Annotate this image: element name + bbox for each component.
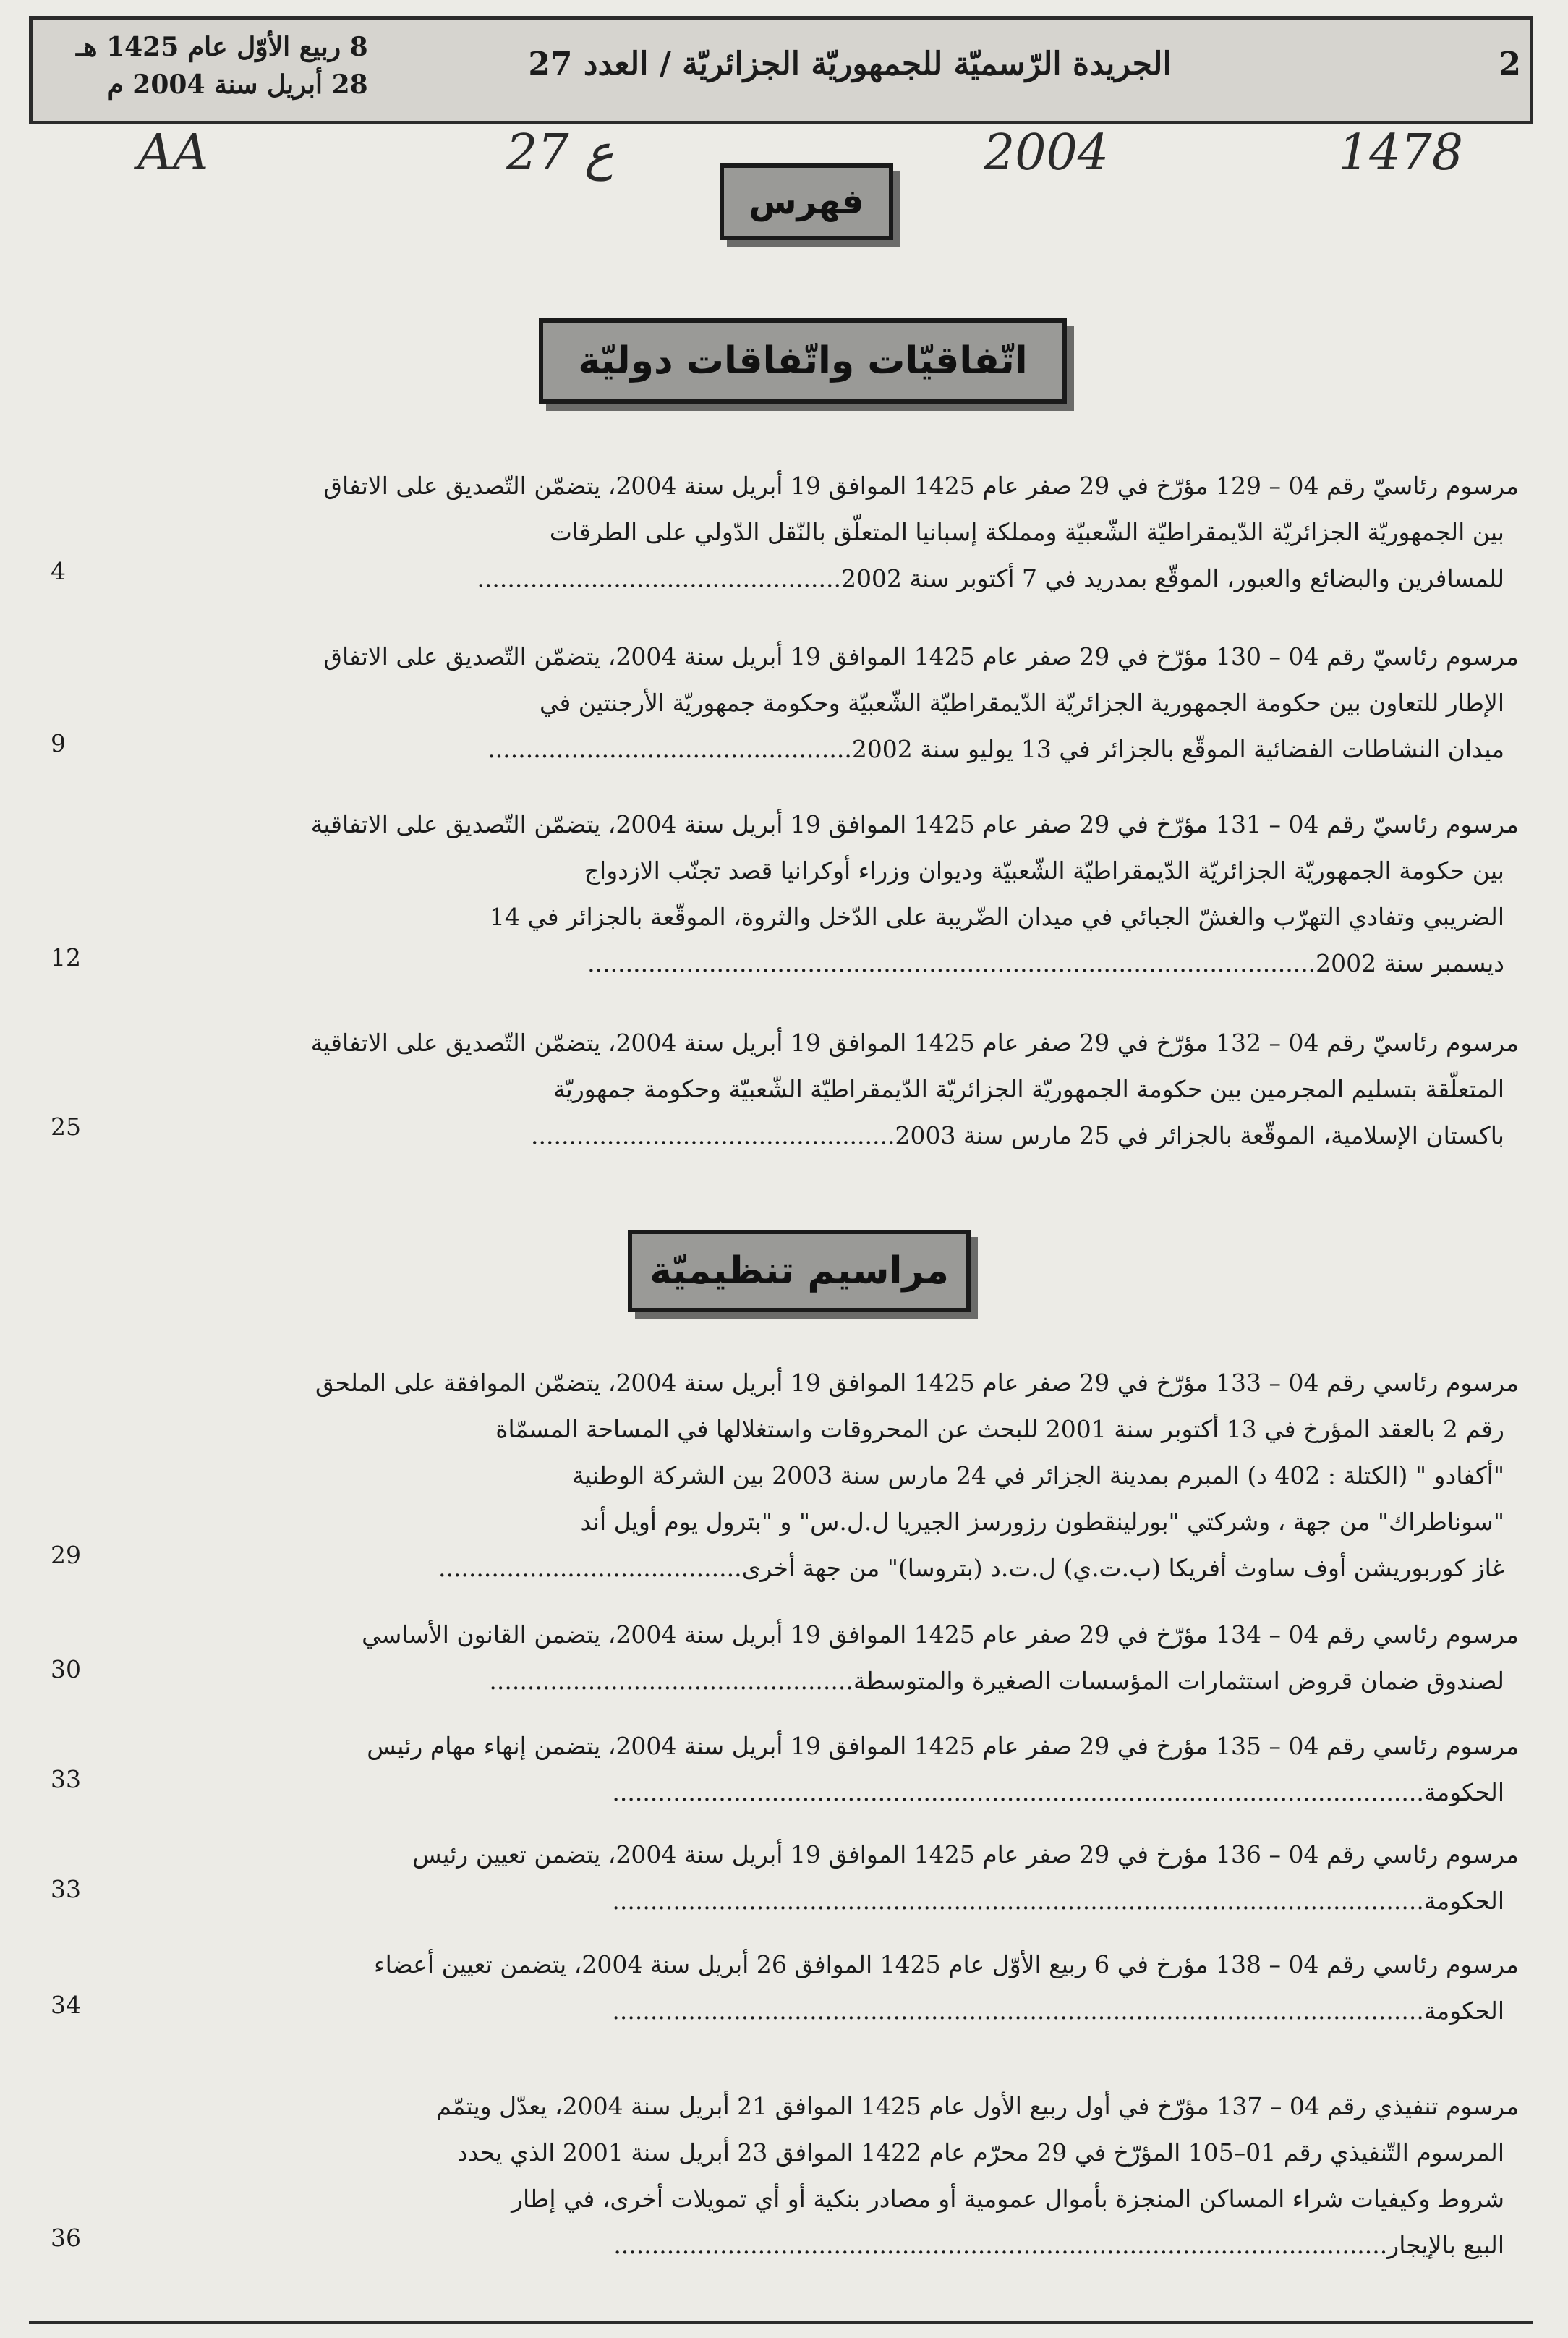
toc-page-number: 33 xyxy=(51,1875,81,1903)
toc-page-number: 36 xyxy=(51,2224,81,2252)
date-hijri: 8 ربيع الأوّل عام 1425 هـ xyxy=(76,32,368,62)
section-title: اتّفاقيّات واتّفاقات دوليّة xyxy=(539,318,1067,404)
toc-entry: مرسوم رئاسيّ رقم 04 – 129 مؤرّخ في 29 صفر عام 1425 الموافق 19 أبريل سنة 2004، يتضمّن التّصديق على الاتفاق بين الجمهوريّة الجزائريّة الدّيمقراطيّة الشّعبيّة ومملكة إسبانيا المتعلّق بالنّقل الدّولي على الطرقات للمسافرين والبضائع والعبور، الموقّع بمدريد في 7 أكتوبر سنة 2002................................................ xyxy=(323,472,1519,592)
toc-entry: مرسوم رئاسي رقم 04 – 136 مؤرخ في 29 صفر عام 1425 الموافق 19 أبريل سنة 2004، يتضمن تعيين رئيس الحكومة........................................................................................................... xyxy=(412,1840,1519,1915)
handwritten-note: 27 ع xyxy=(506,124,614,182)
page-header xyxy=(29,16,1533,124)
toc-entry: مرسوم رئاسي رقم 04 – 135 مؤرخ في 29 صفر عام 1425 الموافق 19 أبريل سنة 2004، يتضمن إنهاء مهام رئيس الحكومة........................................................................................................... xyxy=(367,1732,1519,1806)
toc-entry: مرسوم رئاسيّ رقم 04 – 130 مؤرّخ في 29 صفر عام 1425 الموافق 19 أبريل سنة 2004، يتضمّن التّصديق على الاتفاق الإطار للتعاون بين حكومة الجمهورية الجزائريّة الدّيمقراطيّة الشّعبيّة وحكومة جمهوريّة الأرجنتين في ميدان النشاطات الفضائية الموقّع بالجزائر في 13 يوليو سنة 2002................................................ xyxy=(323,642,1519,763)
index-title: فهرس xyxy=(720,163,893,240)
toc-entry: مرسوم تنفيذي رقم 04 – 137 مؤرّخ في أول ربيع الأول عام 1425 الموافق 21 أبريل سنة 2004، يعدّل ويتمّم المرسوم التّنفيذي رقم 01–105 المؤرّخ في 29 محرّم عام 1422 الموافق 23 أبريل سنة 2001 الذي يحدد شروط وكيفيات شراء المساكن المنجزة بأموال عمومية أو مصادر بنكية أو أي تمويلات أخرى، في إطار البيع بالإيجار...................................................................................................... xyxy=(436,2092,1519,2259)
toc-page-number: 25 xyxy=(51,1113,81,1141)
issue-dates xyxy=(76,28,368,103)
toc-page-number: 29 xyxy=(51,1541,81,1569)
toc-page-number: 9 xyxy=(51,729,66,757)
toc-page-number: 4 xyxy=(51,557,66,585)
toc-entry: مرسوم رئاسي رقم 04 – 134 مؤرّخ في 29 صفر عام 1425 الموافق 19 أبريل سنة 2004، يتضمن القانون الأساسي لصندوق ضمان قروض استثمارات المؤسسات الصغيرة والمتوسطة................................................ xyxy=(362,1620,1519,1695)
toc-entry: مرسوم رئاسي رقم 04 – 133 مؤرّخ في 29 صفر عام 1425 الموافق 19 أبريل سنة 2004، يتضمّن الموافقة على الملحق رقم 2 بالعقد المؤرخ في 13 أكتوبر سنة 2001 للبحث عن المحروقات واستغلالها في المساحة المسمّاة "أكفادو " (الكتلة : 402 د) المبرم بمدينة الجزائر في 24 مارس سنة 2003 بين الشركة الوطنية "سوناطراك" من جهة ، وشركتي "بورلينقطون رزورسز الجيريا ل.ل.س" و "بترول يوم أويل أند غاز كوربوريشن أوف ساوث أفريكا (ب.ت.ي) ل.ت.د (بتروسا)" من جهة أخرى........................................ xyxy=(315,1369,1519,1582)
section-title: مراسيم تنظيميّة xyxy=(628,1230,971,1312)
journal-title: الجريدة الرّسميّة للجمهوريّة الجزائريّة / العدد 27 xyxy=(528,46,1172,82)
toc-page-number: 34 xyxy=(51,1991,81,2019)
toc-entry: مرسوم رئاسيّ رقم 04 – 131 مؤرّخ في 29 صفر عام 1425 الموافق 19 أبريل سنة 2004، يتضمّن التّصديق على الاتفاقية بين حكومة الجمهوريّة الجزائريّة الدّيمقراطيّة الشّعبيّة وديوان وزراء أوكرانيا قصد تجنّب الازدواج الضريبي وتفادي التهرّب والغشّ الجبائي في ميدان الضّريبة على الدّخل والثروة، الموقّعة بالجزائر في 14 ديسمبر سنة 2002................................................................................................ xyxy=(310,810,1519,977)
handwritten-note: 2004 xyxy=(984,124,1109,182)
handwritten-note: AA xyxy=(137,124,209,182)
handwritten-note: 1478 xyxy=(1338,124,1464,182)
toc-page-number: 30 xyxy=(51,1655,81,1683)
toc-page-number: 33 xyxy=(51,1765,81,1793)
toc-page-number: 12 xyxy=(51,943,81,972)
date-gregorian: 28 أبريل سنة 2004 م xyxy=(107,69,368,100)
toc-entry: مرسوم رئاسيّ رقم 04 – 132 مؤرّخ في 29 صفر عام 1425 الموافق 19 أبريل سنة 2004، يتضمّن التّصديق على الاتفاقية المتعلّقة بتسليم المجرمين بين حكومة الجمهوريّة الجزائريّة الدّيمقراطيّة الشّعبيّة وحكومة جمهوريّة باكستان الإسلامية، الموقّعة بالجزائر في 25 مارس سنة 2003................................................ xyxy=(310,1029,1519,1149)
page-number: 2 xyxy=(1499,46,1521,82)
toc-entry: مرسوم رئاسي رقم 04 – 138 مؤرخ في 6 ربيع الأوّل عام 1425 الموافق 26 أبريل سنة 2004، يتضمن تعيين أعضاء الحكومة........................................................................................................... xyxy=(374,1950,1519,2025)
page-bottom-rule xyxy=(29,2321,1533,2324)
